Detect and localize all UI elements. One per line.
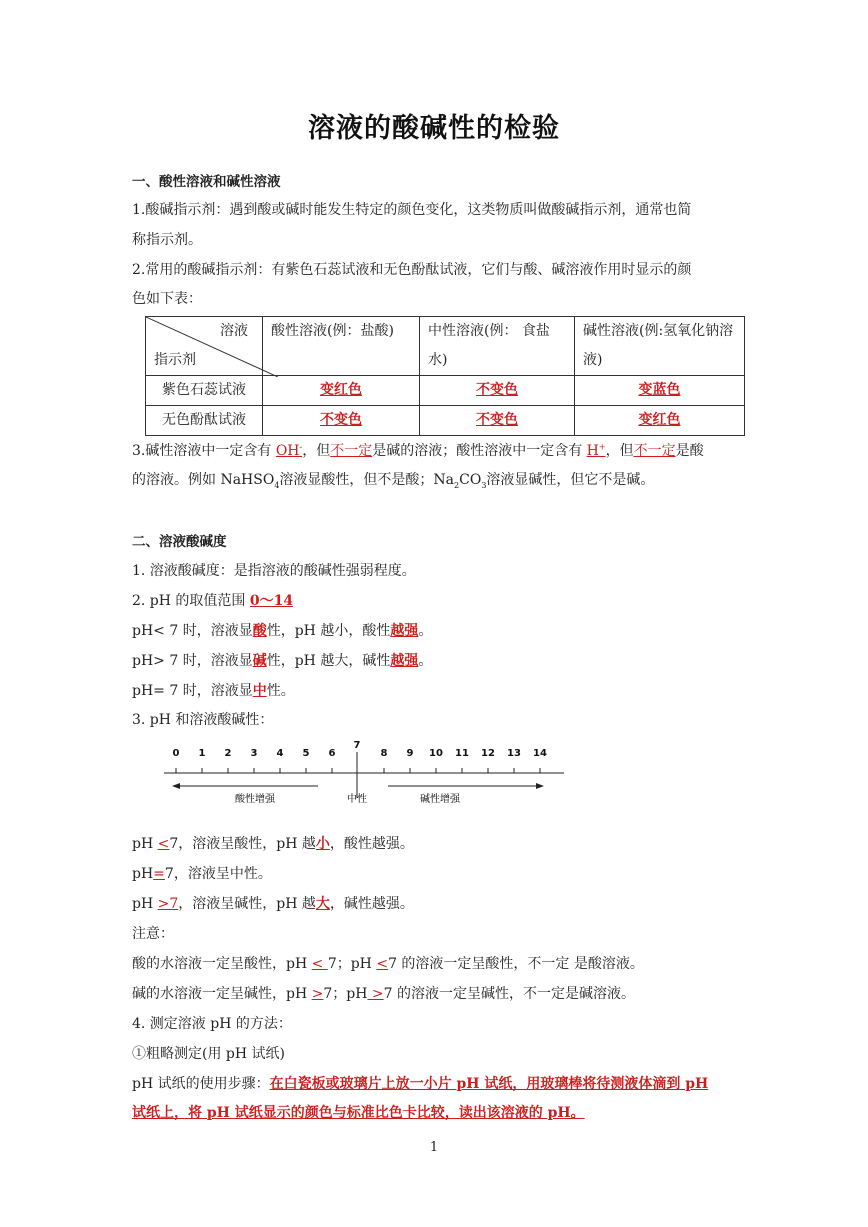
ph-tick-label-3: 3: [250, 748, 258, 759]
ph-tick-label-5: 5: [302, 748, 310, 759]
ph-tick-label-8: 8: [380, 748, 388, 759]
paragraph-1-line-1: 1.酸碱指示剂：遇到酸或碱时能发生特定的颜色变化，这类物质叫做酸碱指示剂，通常也简: [132, 202, 692, 218]
ph-tick-label-7: 7: [353, 740, 361, 751]
note-acid: 酸的水溶液一定呈酸性，pH < 7；pH <7 的溶液一定呈酸性，不一定 是酸溶液。: [132, 956, 644, 972]
paragraph-1-line-2: 称指示剂。: [132, 232, 202, 248]
not-necessarily-2: 不一定: [633, 443, 676, 459]
rough-measurement: ①粗略测定(用 pH 试纸): [132, 1046, 285, 1062]
ph-gt7-note: pH >7，溶液呈碱性，pH 越大，碱性越强。: [132, 896, 414, 912]
ph-range: 2. pH 的取值范围 0～14: [132, 593, 294, 609]
ph-eq7-note: pH=7，溶液呈中性。: [132, 866, 272, 882]
ph-tick-label-10: 10: [429, 748, 443, 759]
corner-label-solution: 溶液: [220, 323, 248, 339]
note-heading: 注意：: [132, 926, 174, 942]
phenolphthalein-acid-result: 不变色: [320, 412, 362, 428]
ph-tick-label-12: 12: [481, 748, 495, 759]
ph-paper-steps-line-1: pH 试纸的使用步骤：在白瓷板或玻璃片上放一小片 pH 试纸，用玻璃棒将待测液体滴到 pH: [132, 1076, 709, 1092]
ph-tick-label-9: 9: [406, 748, 414, 759]
hydrogen-ion: H+: [586, 442, 606, 459]
column-header-neutral: 中性溶液(例： 食盐水): [420, 317, 575, 376]
litmus-acid-result: 变红色: [320, 382, 362, 398]
neutral-label: 中性: [347, 794, 367, 805]
acid-increase-label: 酸性增强: [235, 794, 275, 805]
acid-arrow-head: [172, 783, 180, 789]
row-label-phenolphthalein: 无色酚酞试液: [146, 406, 263, 436]
ph-range-value: 0～14: [249, 593, 294, 609]
litmus-base-result: 变蓝色: [638, 382, 681, 398]
corner-label-indicator: 指示剂: [154, 352, 196, 368]
indicator-color-table: [145, 316, 745, 436]
paragraph-2-line-1: 2.常用的酸碱指示剂：有紫色石蕊试液和无色酚酞试液，它们与酸、碱溶液作用时显示的颜: [132, 262, 692, 278]
ph-paper-steps-line-2: 试纸上，将 pH 试纸显示的颜色与标准比色卡比较，读出该溶液的 pH。: [132, 1105, 585, 1121]
note-base: 碱的水溶液一定呈碱性，pH >7；pH >7 的溶液一定呈碱性，不一定是碱溶液。: [132, 986, 635, 1002]
column-header-base: 碱性溶液(例:氢氧化钠溶液): [575, 317, 745, 376]
base-increase-label: 碱性增强: [420, 794, 460, 805]
ph-scale-diagram: [160, 738, 570, 810]
litmus-neutral-result: 不变色: [476, 382, 518, 398]
ph-tick-label-13: 13: [507, 748, 521, 759]
paragraph-3-line-2: 的溶液。例如 NaHSO$_4$溶液显酸性，但不是酸；$Na_2CO_3$溶液显碱性，但它不是碱。: [132, 472, 655, 490]
row-label-litmus: 紫色石蕊试液: [146, 376, 263, 406]
ph-lt7-note: pH <7，溶液呈酸性，pH 越小，酸性越强。: [132, 836, 414, 852]
phenolphthalein-base-result: 变红色: [638, 412, 681, 428]
ph-less-than-7: pH< 7 时，溶液显酸性，pH 越小，酸性越强。: [132, 623, 433, 639]
table-corner-cell: [146, 317, 263, 376]
table-row-phenolphthalein: [146, 406, 745, 436]
page-title: 溶液的酸碱性的检验: [308, 113, 560, 144]
ph-tick-label-14: 14: [533, 748, 547, 759]
table-row-litmus: [146, 376, 745, 406]
ph-measure-methods: 4. 测定溶液 pH 的方法：: [132, 1016, 292, 1032]
ph-greater-than-7: pH> 7 时，溶液显碱性，pH 越大，碱性越强。: [132, 653, 433, 669]
ph-equals-7: pH= 7 时，溶液显中性。: [132, 683, 295, 699]
ph-definition: 1. 溶液酸碱度：是指溶液的酸碱性强弱程度。: [132, 563, 416, 579]
phenolphthalein-neutral-result: 不变色: [476, 412, 518, 428]
paragraph-3-line-1: 3.碱性溶液中一定含有 OH-，但不一定是碱的溶液；酸性溶液中一定含有 H+，但不一定是酸: [132, 442, 704, 459]
ph-tick-label-0: 0: [172, 748, 180, 759]
page-number: 1: [429, 1140, 439, 1155]
section-2-heading: 二、溶液酸碱度: [132, 534, 227, 550]
ph-tick-label-2: 2: [224, 748, 232, 759]
ph-and-acidity-label: 3. pH 和溶液酸碱性：: [132, 712, 274, 728]
ph-tick-label-6: 6: [328, 748, 336, 759]
column-header-acid: 酸性溶液(例：盐酸): [263, 317, 420, 376]
hydroxide-ion: OH-: [275, 442, 303, 459]
base-arrow-head: [536, 783, 544, 789]
ph-tick-label-11: 11: [455, 748, 469, 759]
paragraph-2-line-2: 色如下表：: [132, 291, 202, 307]
table-header-row: [146, 317, 745, 376]
section-1-heading: 一、酸性溶液和碱性溶液: [132, 174, 281, 190]
ph-tick-label-1: 1: [198, 748, 206, 759]
ph-tick-label-4: 4: [276, 748, 284, 759]
not-necessarily-1: 不一定: [330, 443, 373, 459]
